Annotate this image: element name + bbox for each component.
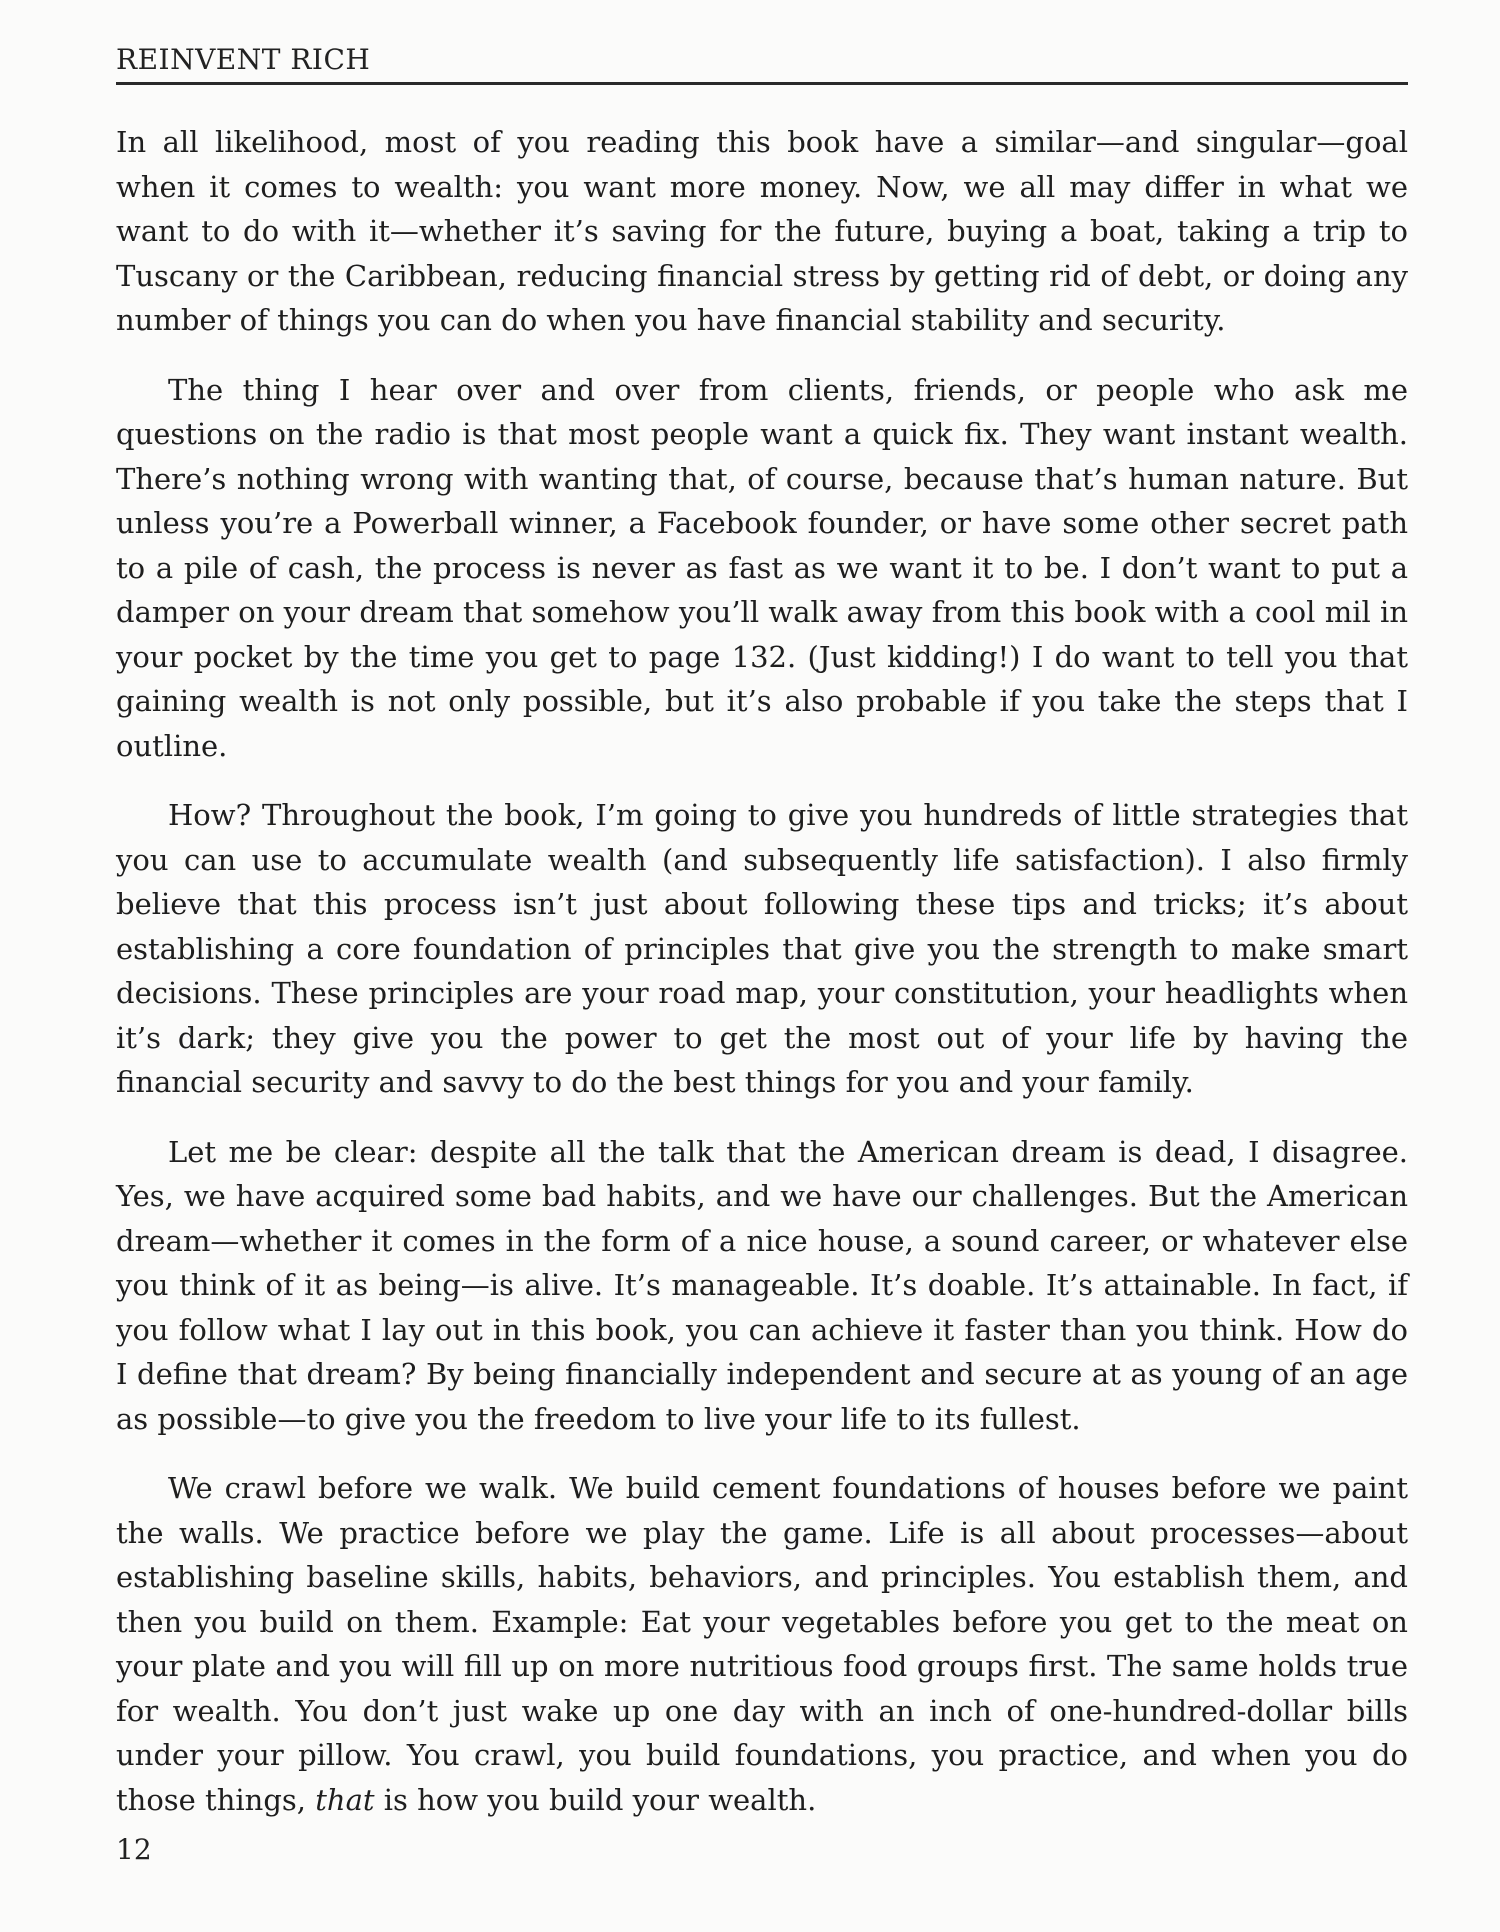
paragraph-2: The thing I hear over and over from clients, friends, or people who ask me questions on the radio is that most people want a quick fix. They want instant wealth. There’s nothing wrong with wanting that, of course, because that’s human nature. But unless you’re a Powerball winner, a Facebook founder, or have some other secret path to a pile of cash, the process is never as fast as we want it to be. I don’t want to put a damper on your dream that somehow you’ll walk away from this book with a cool mil in your pocket by the time you get to page 132. (Just kidding!) I do want to tell you that gaining wealth is not only possible, but it’s also probable if you take the steps that I outline. bbox=[116, 372, 1408, 763]
paragraph-5 bbox=[116, 1466, 1408, 1822]
paragraph-3: How? Throughout the book, I’m going to give you hundreds of little strategies that you can use to accumulate wealth (and subsequently life satisfaction). I also firmly believe that this process isn’t just about following these tips and tricks; it’s about establishing a core foundation of principles that give you the strength to make smart decisions. These principles are your road map, your constitution, your headlights when it’s dark; they give you the power to get the most out of your life by having the financial security and savvy to do the best things for you and your family. bbox=[116, 798, 1408, 1099]
paragraph-5-emphasis: that bbox=[315, 1782, 375, 1817]
body-text bbox=[116, 120, 1408, 1822]
page-number: 12 bbox=[116, 1833, 152, 1866]
paragraph-1: In all likelihood, most of you reading this book have a similar—and singular—goal when it comes to wealth: you want more money. Now, we all may differ in what we want to do with it—whether it’s saving for the future, buying a boat, taking a trip to Tuscany or the Caribbean, reducing financial stress by getting rid of debt, or doing any number of things you can do when you have financial stability and security. bbox=[116, 125, 1408, 337]
header-rule bbox=[116, 82, 1408, 85]
paragraph-5-text-before: We crawl before we walk. We build cement foundations of houses before we paint the walls. We practice before we play the game. Life is all about processes—about establishing baseline skills, habits, behaviors, and principles. You establish them, and then you build on them. Example: Eat your vegetables before you get to the meat on your plate and you will fill up on more nutritious food groups first. The same holds true for wealth. You don’t just wake up one day with an inch of one-hundred-dollar bills under your pillow. You crawl, you build foundations, you practice, and when you do those things, bbox=[116, 1471, 1408, 1817]
paragraph-5-text-after: is how you build your wealth. bbox=[374, 1782, 817, 1817]
running-header: REINVENT RICH bbox=[116, 43, 371, 76]
paragraph-4: Let me be clear: despite all the talk that the American dream is dead, I disagree. Yes, we have acquired some bad habits, and we have our challenges. But the American dream—whether it comes in the form of a nice house, a sound career, or whatever else you think of it as being—is alive. It’s manageable. It’s doable. It’s attainable. In fact, if you follow what I lay out in this book, you can achieve it faster than you think. How do I define that dream? By being financially independent and secure at as young of an age as possible—to give you the freedom to live your life to its fullest. bbox=[116, 1134, 1408, 1436]
